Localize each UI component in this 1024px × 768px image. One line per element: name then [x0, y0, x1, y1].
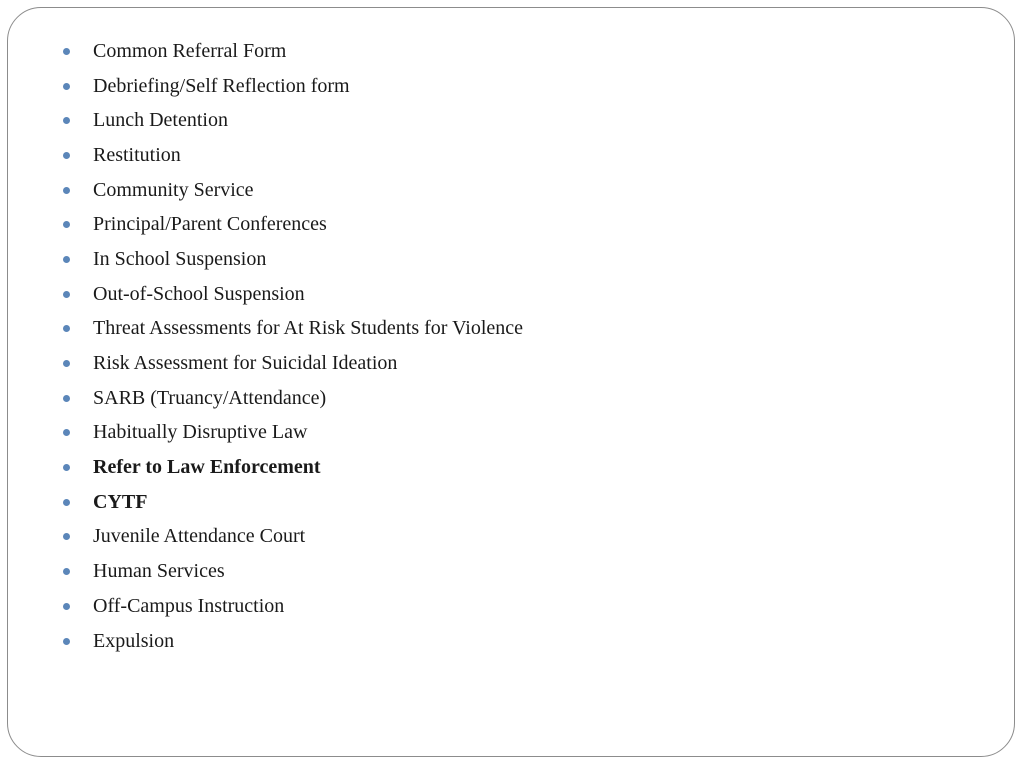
bullet-icon — [63, 187, 70, 194]
list-item — [60, 485, 523, 520]
list-item-text: SARB (Truancy/Attendance) — [93, 386, 327, 409]
list-item — [60, 173, 523, 208]
list-item-text: Debriefing/Self Reflection form — [93, 74, 350, 97]
bullet-icon — [63, 464, 70, 471]
list-item-text: Human Services — [93, 560, 225, 583]
list-item — [60, 589, 523, 624]
bullet-icon — [63, 429, 70, 436]
list-item-text: Lunch Detention — [93, 109, 228, 132]
list-item-text: Out-of-School Suspension — [93, 282, 305, 305]
bullet-icon — [63, 499, 70, 506]
list-item — [60, 207, 523, 242]
bullet-icon — [63, 568, 70, 575]
bullet-icon — [63, 256, 70, 263]
list-item-text: Off-Campus Instruction — [93, 594, 285, 617]
list-item — [60, 416, 523, 451]
list-item-text: Common Referral Form — [93, 39, 287, 62]
list-item — [60, 450, 523, 485]
bullet-icon — [63, 117, 70, 124]
list-item — [60, 312, 523, 347]
bullet-icon — [63, 325, 70, 332]
bullet-icon — [63, 221, 70, 228]
bullet-icon — [63, 533, 70, 540]
list-item — [60, 103, 523, 138]
list-item — [60, 520, 523, 555]
list-item-text: Expulsion — [93, 629, 175, 652]
list-item-text: Juvenile Attendance Court — [93, 525, 306, 548]
bullet-icon — [63, 395, 70, 402]
list-item-text: CYTF — [93, 490, 148, 513]
bullet-icon — [63, 291, 70, 298]
list-item — [60, 242, 523, 277]
bullet-icon — [63, 152, 70, 159]
list-item — [60, 346, 523, 381]
list-item-text: Refer to Law Enforcement — [93, 456, 321, 479]
list-item-text: Risk Assessment for Suicidal Ideation — [93, 352, 398, 375]
bullet-icon — [63, 638, 70, 645]
list-item-text: Community Service — [93, 178, 254, 201]
list-item-text: Restitution — [93, 143, 181, 166]
list-item — [60, 381, 523, 416]
bullet-icon — [63, 48, 70, 55]
list-item-text: In School Suspension — [93, 247, 267, 270]
list-item — [60, 277, 523, 312]
list-item — [60, 138, 523, 173]
list-item — [60, 34, 523, 69]
list-item-text: Principal/Parent Conferences — [93, 213, 327, 236]
bullet-icon — [63, 83, 70, 90]
bullet-icon — [63, 360, 70, 367]
bullet-list — [60, 34, 523, 658]
list-item — [60, 624, 523, 659]
list-item — [60, 69, 523, 104]
list-item — [60, 554, 523, 589]
list-item-text: Threat Assessments for At Risk Students for Violence — [93, 317, 524, 340]
bullet-icon — [63, 603, 70, 610]
list-item-text: Habitually Disruptive Law — [93, 421, 308, 444]
